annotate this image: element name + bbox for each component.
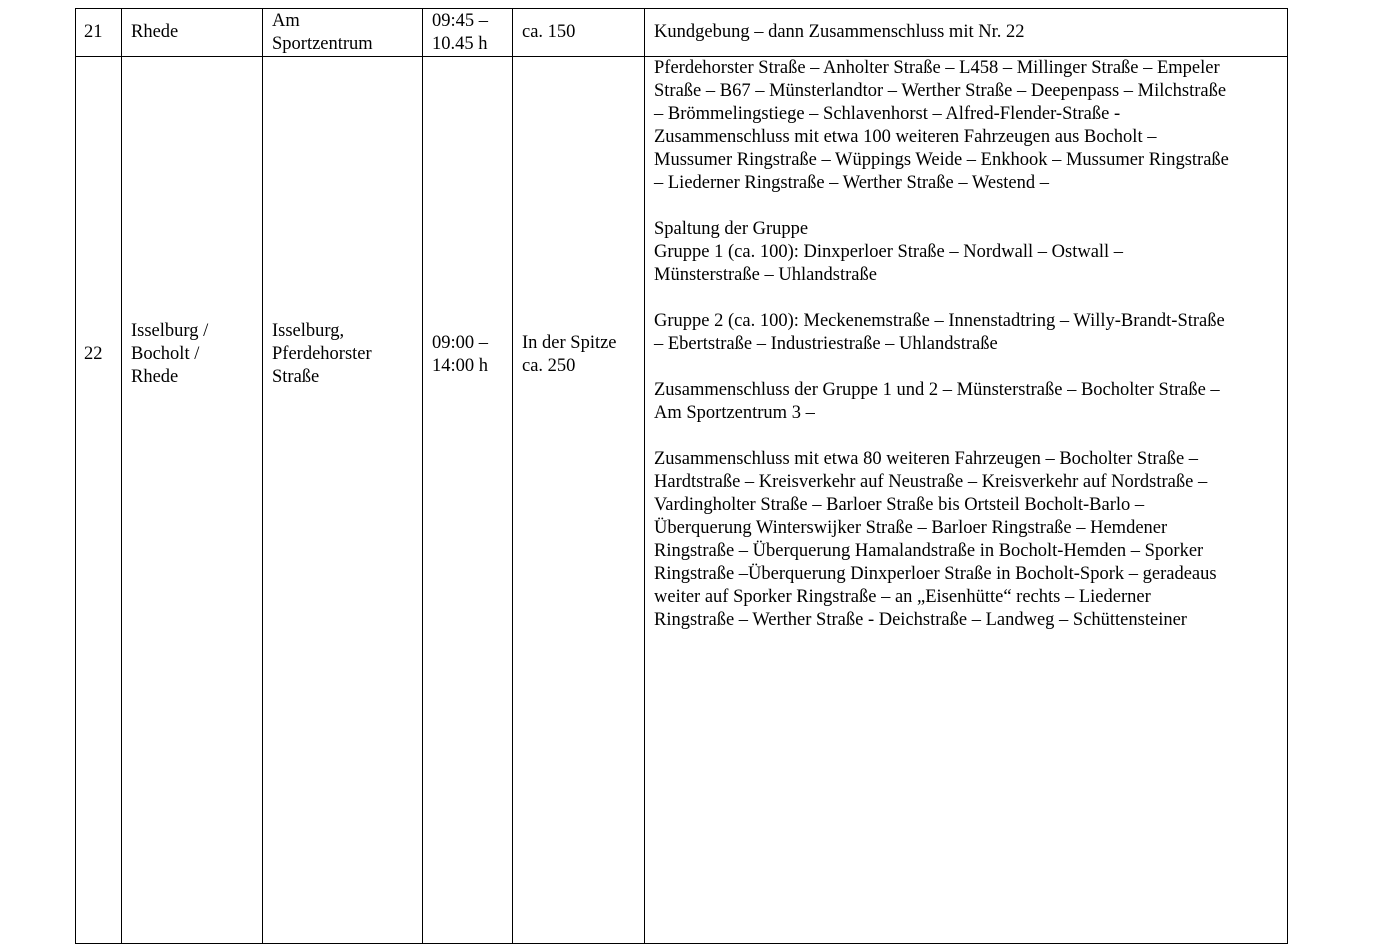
paragraph-gap [654,425,1287,448]
paragraph-gap [654,195,1287,218]
place-line: Rhede [131,367,179,387]
route-line: Straße – B67 – Münsterlandtor – Werther Straße – Deepenpass – Milchstraße [654,81,1227,101]
route-paragraph [654,218,1287,287]
route-line: Am Sportzentrum 3 – [654,403,815,423]
route-line: Spaltung der Gruppe [654,219,809,239]
start-line: Am [272,10,300,31]
route-line: Hardtstraße – Kreisverkehr auf Neustraße – Kreisverkehr auf Nordstraße – [654,472,1208,492]
participants-line: In der Spitze [522,333,617,353]
route-line: Zusammenschluss mit etwa 100 weiteren Fahrzeugen aus Bocholt – [654,127,1157,147]
route-paragraph [654,310,1287,356]
start-cell [263,57,423,944]
route-line: Zusammenschluss der Gruppe 1 und 2 – Münsterstraße – Bocholter Straße – [654,380,1220,400]
route-line: Ringstraße – Überquerung Hamalandstraße in Bocholt-Hemden – Sporker [654,541,1204,561]
route-line: Überquerung Winterswijker Straße – Barloer Ringstraße – Hemdener [654,518,1168,538]
route-cell [645,57,1288,944]
start-line: Straße [272,367,320,387]
route-line: – Ebertstraße – Industriestraße – Uhlandstraße [654,334,998,354]
table-row [76,57,1288,944]
route-line: Kundgebung – dann Zusammenschluss mit Nr. 22 [654,22,1025,42]
participants-cell [513,57,645,944]
route-paragraph [654,379,1287,425]
route-line: – Brömmelingstiege – Schlavenhorst – Alfred-Flender-Straße - [654,104,1121,124]
paragraph-gap [654,287,1287,310]
route-line: Ringstraße –Überquerung Dinxperloer Straße in Bocholt-Spork – geradeaus [654,564,1217,584]
row-number-cell [76,57,122,944]
route-line: Gruppe 2 (ca. 100): Meckenemstraße – Innenstadtring – Willy-Brandt-Straße [654,311,1225,331]
route-table [75,8,1288,944]
start-line: Pferdehorster [272,344,372,364]
route-line: weiter auf Sporker Ringstraße – an „Eisenhütte“ rechts – Liederner [654,587,1151,607]
place-line: Bocholt / [131,344,200,364]
place-cell [122,9,263,57]
route-paragraph [654,448,1287,632]
row-number: 21 [84,22,103,42]
route-line: Pferdehorster Straße – Anholter Straße – L458 – Millinger Straße – Empeler [654,58,1220,78]
route-line: Zusammenschluss mit etwa 80 weiteren Fahrzeugen – Bocholter Straße – [654,449,1199,469]
start-cell [263,9,423,57]
place-cell [122,57,263,944]
route-line: Ringstraße – Werther Straße - Deichstraße – Landweg – Schüttensteiner [654,610,1187,630]
participants-cell [513,9,645,57]
time-cell [423,57,513,944]
route-line: – Liederner Ringstraße – Werther Straße – Westend – [654,173,1049,193]
row-number: 22 [84,344,103,364]
start-line: Isselburg, [272,321,345,341]
place-name: Rhede [131,22,179,42]
route-paragraph [654,57,1287,195]
table-row [76,9,1288,57]
route-cell [645,9,1288,57]
route-line: Mussumer Ringstraße – Wüppings Weide – Enkhook – Mussumer Ringstraße [654,150,1229,170]
time-line: 09:00 – [432,333,489,353]
start-line: Sportzentrum [272,33,373,54]
place-line: Isselburg / [131,321,209,341]
participants-line: ca. 250 [522,356,576,376]
time-line: 14:00 h [432,356,489,376]
route-line: Gruppe 1 (ca. 100): Dinxperloer Straße – Nordwall – Ostwall – [654,242,1124,262]
row-number-cell [76,9,122,57]
route-line: Münsterstraße – Uhlandstraße [654,265,877,285]
paragraph-gap [654,356,1287,379]
time-line: 10.45 h [432,33,488,54]
time-line: 09:45 – [432,10,489,31]
participants-line: ca. 150 [522,22,576,42]
time-cell [423,9,513,57]
route-line: Vardingholter Straße – Barloer Straße bis Ortsteil Bocholt-Barlo – [654,495,1145,515]
